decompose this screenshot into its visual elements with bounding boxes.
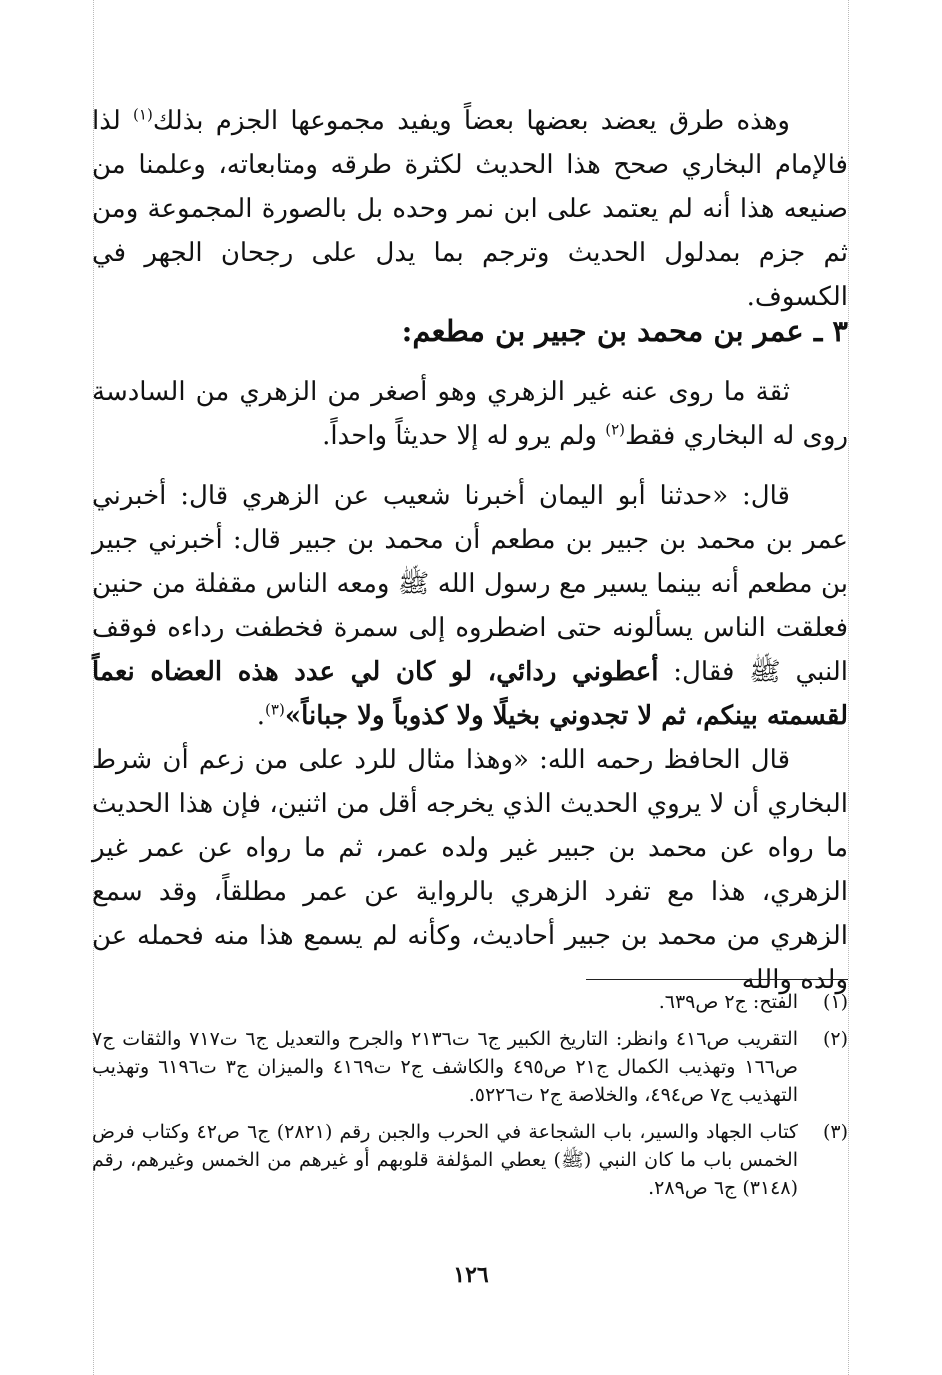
footnote-text: الفتح: ج٢ ص٦٣٩.: [658, 991, 798, 1013]
paragraph-4: [92, 738, 848, 1002]
footnote-number: (٣): [822, 1121, 848, 1143]
paragraph-3: [92, 474, 848, 738]
paragraph-1-tail: لذا فالإمام البخاري صحح هذا الحديث لكثرة طرقه ومتابعاته، وعلمنا من صنيعه هذا أنه لم يعتمد على ابن نمر وحده بل بالصورة المجموعة ومن ثم جزم بمدلول الحديث وترجم بما يدل على رجحان الجهر في الكسوف.: [92, 106, 848, 312]
paragraph-3-tail: .: [256, 701, 266, 731]
footnote-number: (٢): [822, 1028, 848, 1050]
footnote-ref-2[interactable]: (٢): [605, 420, 626, 439]
footnote-ref-3[interactable]: (٣): [265, 700, 285, 719]
footnotes: [92, 988, 848, 1211]
paragraph-2-tail: ولم يرو له إلا حديثاً واحداً.: [322, 421, 606, 451]
paragraph-1: [92, 99, 848, 319]
footnote-separator: [586, 979, 848, 980]
paragraph-2-text: ثقة ما روى عنه غير الزهري وهو أصغر من الزهري من السادسة روى له البخاري فقط: [92, 377, 848, 451]
footnote-item: [92, 1118, 848, 1202]
footnote-ref-1[interactable]: (١): [133, 105, 153, 124]
section-heading: ٣ ـ عمر بن محمد بن جبير بن مطعم:: [401, 314, 848, 348]
paragraph-2: [92, 370, 848, 458]
footnote-text: التقريب ص٤١٦ وانظر: التاريخ الكبير ج٦ ت٢١٣٦ والجرح والتعديل ج٦ ت٧١٧ والثقات ج٧ ص١٦٦ وتهذيب الكمال ج٢١ ص٤٩٥ والكاشف ج٢ ت٤١٦٩ والميزان ج٣ ت٦١٩٦ وتهذيب التهذيب ج٧ ص٤٩٤، والخلاصة ج٢ ت٥٢٢٦.: [92, 1028, 799, 1106]
page-number: ١٢٦: [453, 1262, 489, 1288]
footnote-number: (١): [822, 991, 848, 1013]
footnote-item: [92, 1025, 848, 1109]
right-margin-guide: [848, 0, 849, 1375]
paragraph-4-text: قال الحافظ رحمه الله: «وهذا مثال للرد على من زعم أن شرط البخاري أن لا يروي الحديث الذي يخرجه أقل من اثنين، فإن هذا الحديث ما رواه عن محمد بن جبير غير ولده عمر، ثم ما رواه عن عمر غير الزهري، هذا مع تفرد الزهري بالرواية عن عمر مطلقاً، وقد سمع الزهري من محمد بن جبير أحاديث، وكأنه لم يسمع هذا منه فحمله عن ولده والله: [92, 745, 848, 995]
footnote-text: كتاب الجهاد والسير، باب الشجاعة في الحرب والجبن رقم (٢٨٢١) ج٦ ص٤٢ وكتاب فرض الخمس باب ما كان النبي (ﷺ) يعطي المؤلفة قلوبهم أو غيرهم من الخمس وغيرهم، رقم (٣١٤٨) ج٦ ص٢٨٩.: [92, 1121, 798, 1199]
paragraph-1-text: وهذه طرق يعضد بعضها بعضاً ويفيد مجموعها الجزم بذلك: [152, 106, 790, 136]
paragraph-3-text: قال: «حدثنا أبو اليمان أخبرنا شعيب عن الزهري قال: أخبرني عمر بن محمد بن جبير بن مطعم أن محمد بن جبير قال: أخبرني جبير بن مطعم أنه بينما يسير مع رسول الله ﷺ ومعه الناس مقفلة من حنين فعلقت الناس يسألونه حتى اضطروه إلى سمرة فخطفت رداءه فوقف النبي ﷺ فقال:: [92, 481, 848, 687]
hadith-quote: أعطوني ردائي، لو كان لي عدد هذه العضاه نعماً لقسمته بينكم، ثم لا تجدوني بخيلًا ولا كذوباً ولا جباناً»: [92, 657, 848, 731]
footnote-item: [92, 988, 848, 1016]
